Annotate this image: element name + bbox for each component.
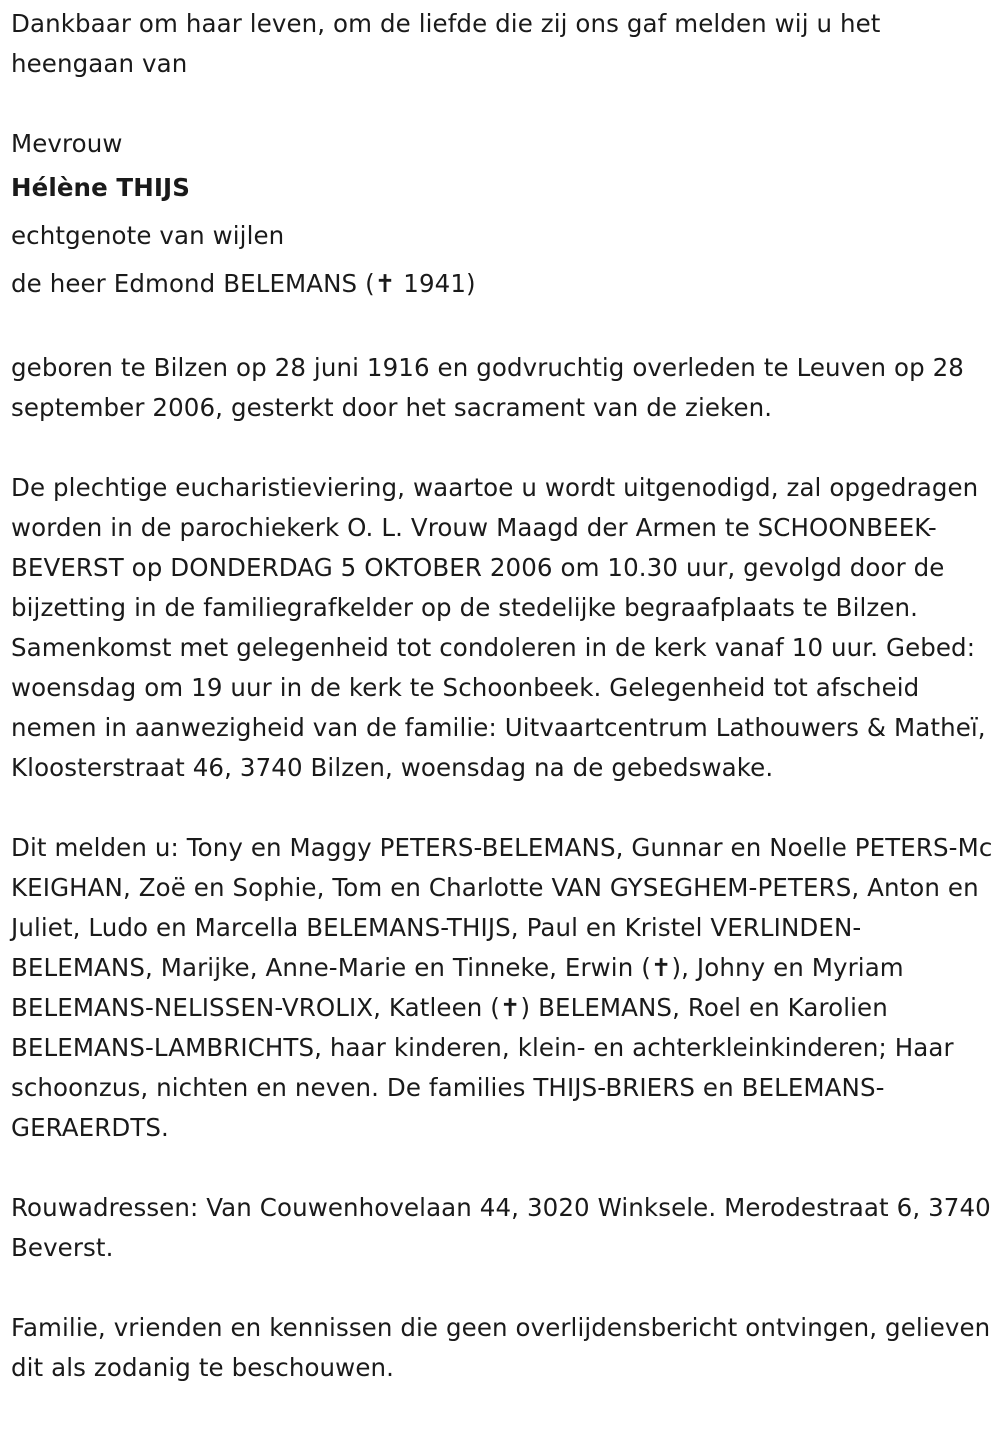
- intro-paragraph: Dankbaar om haar leven, om de liefde die zij ons gaf melden wij u het heengaan van: [11, 9, 881, 78]
- closing-paragraph: Familie, vrienden en kennissen die geen overlijdensbericht ontvingen, gelieven dit als zodanig te beschouwen.: [11, 1313, 991, 1382]
- spacer: [11, 428, 993, 468]
- ceremony-paragraph: De plechtige eucharistieviering, waartoe u wordt uitgenodigd, zal opgedragen worden in de parochiekerk O. L. Vrouw Maagd der Armen te SCHOONBEEK-BEVERST op DONDERDAG 5 OKTOBER 2006 om 10.30 uur, gevolgd door de bijzetting in de familiegrafkelder op de stedelijke begraafplaats te Bilzen. Samenkomst met gelegenheid tot condoleren in de kerk vanaf 10 uur. Gebed: woensdag om 19 uur in de kerk te Schoonbeek. Gelegenheid tot afscheid nemen in aanwezigheid van de familie: Uitvaartcentrum Lathouwers & Matheï, Kloosterstraat 46, 3740 Bilzen, woensdag na de gebedswake.: [11, 473, 986, 782]
- family-paragraph: Dit melden u: Tony en Maggy PETERS-BELEMANS, Gunnar en Noelle PETERS-Mc KEIGHAN, Zoë en Sophie, Tom en Charlotte VAN GYSEGHEM-PETERS, Anton en Juliet, Ludo en Marcella BELEMANS-THIJS, Paul en Kristel VERLINDEN-BELEMANS, Marijke, Anne-Marie en Tinneke, Erwin (✝), Johny en Myriam BELEMANS-NELISSEN-VROLIX, Katleen (✝) BELEMANS, Roel en Karolien BELEMANS-LAMBRICHTS, haar kinderen, klein- en achterkleinkinderen; Haar schoonzus, nichten en neven. De families THIJS-BRIERS en BELEMANS-GERAERDTS.: [11, 833, 993, 1142]
- spouse-line-1: echtgenote van wijlen: [11, 221, 285, 250]
- spacer: [11, 84, 993, 124]
- spacer: [11, 308, 993, 348]
- obituary-text: [11, 4, 993, 1388]
- spouse-line-2: de heer Edmond BELEMANS (✝ 1941): [11, 269, 476, 298]
- spacer: [11, 788, 993, 828]
- deceased-name: Hélène THIJS: [11, 173, 191, 202]
- spacer: [11, 1268, 993, 1308]
- addresses-paragraph: Rouwadressen: Van Couwenhovelaan 44, 3020 Winksele. Merodestraat 6, 3740 Beverst.: [11, 1193, 991, 1262]
- spacer: [11, 1148, 993, 1188]
- title-prefix: Mevrouw: [11, 129, 123, 158]
- birth-death-paragraph: geboren te Bilzen op 28 juni 1916 en godvruchtig overleden te Leuven op 28 september 2006, gesterkt door het sacrament van de zieken.: [11, 353, 964, 422]
